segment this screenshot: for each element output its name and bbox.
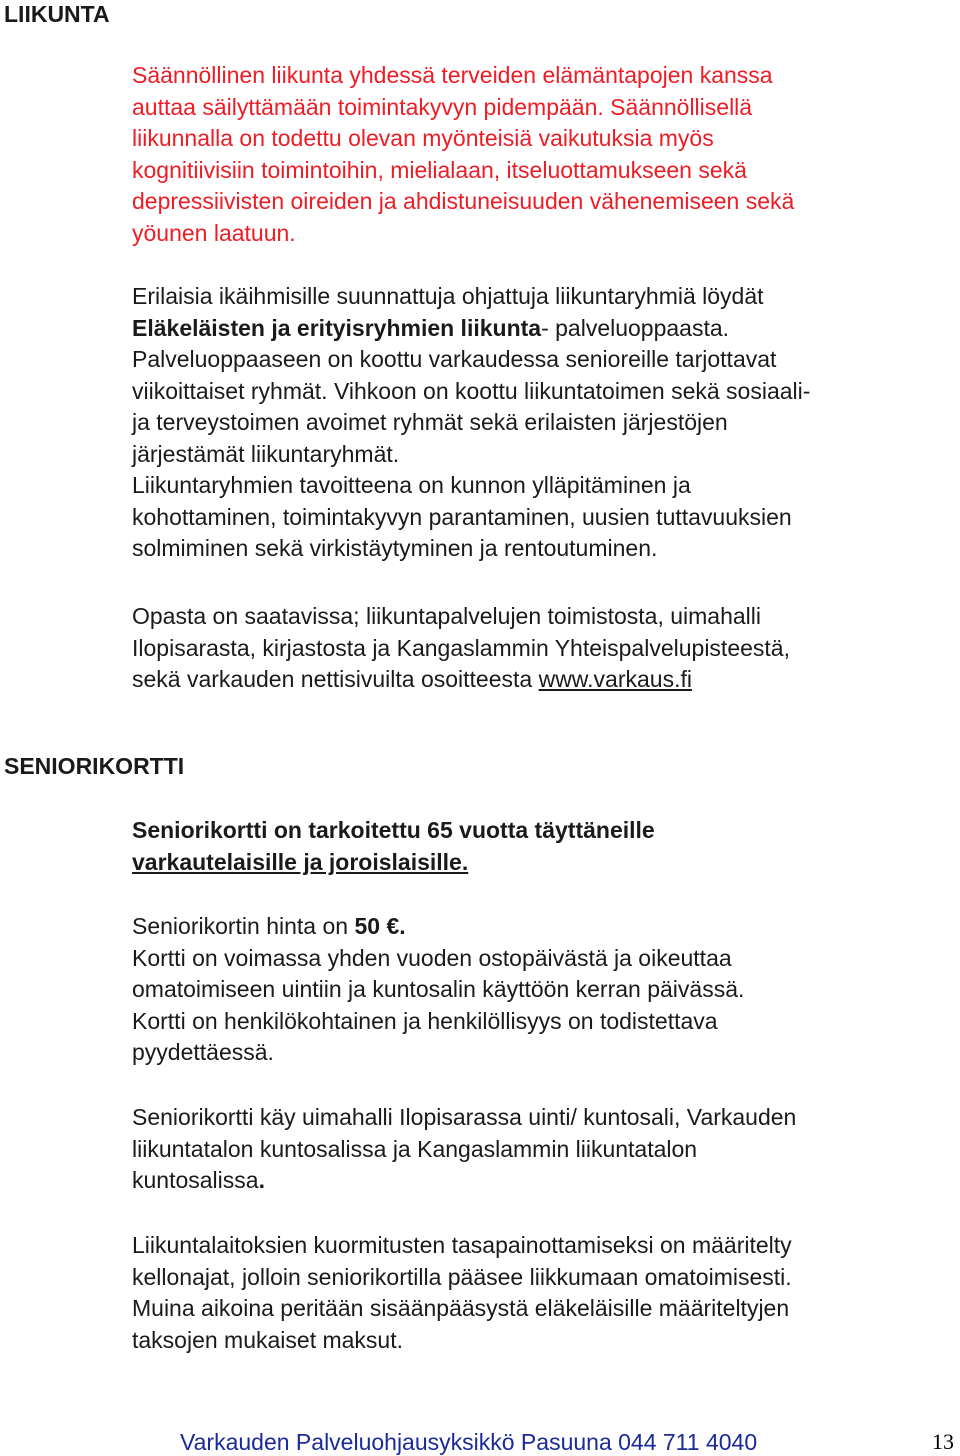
price-label: Seniorikortin hinta on [132,913,355,939]
intro-line: auttaa säilyttämään toimintakyvyn pidempään. Säännöllisellä [132,93,753,120]
groups-paragraph [132,281,942,565]
hours-line: Liikuntalaitoksien kuormitusten tasapainottamiseksi on määritelty [132,1232,792,1258]
places-last-text: kuntosalissa [132,1167,259,1193]
intro-line: liikunnalla on todettu olevan myönteisiä vaikutuksia myös [132,125,714,151]
intro-line: Säännöllinen liikunta yhdessä terveiden elämäntapojen kanssa [132,62,773,88]
guide-title-suffix: - palveluoppaasta. [541,314,730,341]
hours-line: Muina aikoina peritään sisäänpääsystä eläkeläisille määriteltyjen [132,1295,790,1321]
senior-hours-paragraph [132,1230,942,1356]
groups-line: järjestämät liikuntaryhmät. [132,440,400,467]
groups-line-guide-title [132,313,942,345]
guide-line: Ilopisarasta, kirjastosta ja Kangaslammin Yhteispalvelupisteestä, [132,634,790,661]
groups-line: viikoittaiset ryhmät. Vihkoon on koottu liikuntatoimen sekä sosiaali- [132,377,811,404]
eligibility-line: varkautelaisille ja joroislaisille. [132,848,469,875]
intro-line: depressiivisten oireiden ja ahdistuneisuuden vähenemiseen sekä [132,188,795,214]
groups-line: kohottaminen, toimintakyvyn parantaminen, uusien tuttavuuksien [132,503,792,530]
section-heading-seniorikortti: SENIORIKORTTI [4,753,185,779]
places-line: liikuntatalon kuntosalissa ja Kangaslammin liikuntatalon [132,1135,698,1162]
page-number: 13 [932,1429,954,1454]
groups-line: ja terveystoimen avoimet ryhmät sekä erilaisten järjestöjen [132,409,728,435]
senior-price-paragraph [132,911,942,1069]
places-line [132,1165,942,1197]
validity-line: Kortti on henkilökohtainen ja henkilöllisyys on todistettava [132,1007,718,1034]
guide-availability-paragraph [132,601,942,696]
groups-line: Liikuntaryhmien tavoitteena on kunnon ylläpitäminen ja [132,472,691,498]
hours-line: taksojen mukaiset maksut. [132,1326,404,1353]
validity-line: Kortti on voimassa yhden vuoden ostopäivästä ja oikeuttaa [132,944,732,971]
validity-line: omatoimiseen uintiin ja kuntosalin käyttöön kerran päivässä. [132,976,745,1002]
guide-line: Opasta on saatavissa; liikuntapalvelujen toimistosta, uimahalli [132,603,761,629]
footer-contact: Varkauden Palveluohjausyksikkö Pasuuna 044 711 4040 [180,1429,758,1455]
places-line: Seniorikortti käy uimahalli Ilopisarassa uinti/ kuntosali, Varkauden [132,1104,797,1130]
places-last-dot: . [258,1167,265,1193]
intro-line: yöunen laatuun. [132,219,296,246]
eligibility-line: Seniorikortti on tarkoitettu 65 vuotta täyttäneille [132,817,655,843]
section-heading-liikunta: LIIKUNTA [4,1,110,27]
price-line [132,911,942,943]
guide-line-text: sekä varkauden nettisivuilta osoitteesta [132,666,539,692]
groups-line: Palveluoppaaseen on koottu varkaudessa senioreille tarjottavat [132,346,777,372]
senior-places-paragraph [132,1102,942,1197]
hours-line: kellonajat, jolloin seniorikortilla pääsee liikkumaan omatoimisesti. [132,1263,792,1290]
intro-paragraph [132,60,942,249]
senior-eligibility [132,815,942,878]
website-link[interactable]: www.varkaus.fi [538,666,692,692]
groups-line: Erilaisia ikäihmisille suunnattuja ohjattuja liikuntaryhmiä löydät [132,283,764,309]
intro-line: kognitiivisiin toimintoihin, mielialaan, itseluottamukseen sekä [132,156,747,183]
validity-line: pyydettäessä. [132,1039,274,1065]
price-value: 50 €. [354,913,406,939]
guide-line-with-link [132,664,942,696]
groups-line: solmiminen sekä virkistäytyminen ja rentoutuminen. [132,535,658,561]
guide-title: Eläkeläisten ja erityisryhmien liikunta [132,314,542,341]
